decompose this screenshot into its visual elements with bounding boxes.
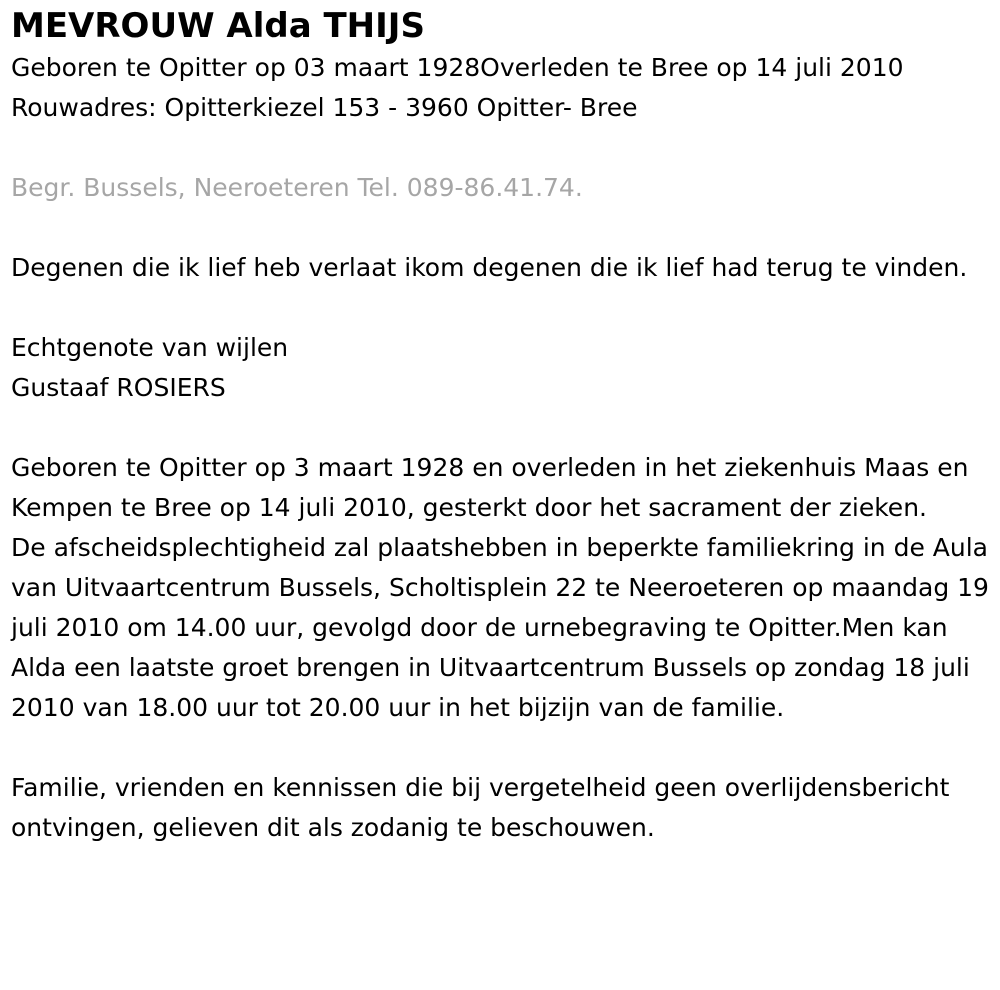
spacer — [11, 128, 990, 168]
obituary-title: MEVROUW Alda THIJS — [11, 6, 425, 46]
spacer — [11, 208, 990, 248]
birth-info: Geboren te Opitter op 03 maart 1928 — [11, 53, 481, 82]
ceremony-details: De afscheidsplechtigheid zal plaatshebben in beperkte familiekring in de Aula van Uitvaartcentrum Bussels, Scholtisplein 22 te Neeroeteren op maandag 19 juli 2010 om 14.00 uur, gevolgd door de urnebegraving te Opitter.Men kan Alda een laatste groet brengen in Uitvaartcentrum Bussels op zondag 18 juli 2010 van 18.00 uur tot 20.00 uur in het bijzijn van de familie. — [11, 533, 989, 722]
spacer — [11, 288, 990, 328]
undertaker-info: Begr. Bussels, Neeroeteren Tel. 089-86.41.74. — [11, 173, 583, 202]
spouse-line-1: Echtgenote van wijlen — [11, 333, 289, 362]
spacer — [11, 408, 990, 448]
birth-death-line — [11, 48, 990, 88]
spouse-line-2: Gustaaf ROSIERS — [11, 373, 226, 402]
death-info: Overleden te Bree op 14 juli 2010 — [480, 53, 904, 82]
mourning-address: Rouwadres: Opitterkiezel 153 - 3960 Opitter- Bree — [11, 93, 638, 122]
death-details: Geboren te Opitter op 3 maart 1928 en overleden in het ziekenhuis Maas en Kempen te Bree op 14 juli 2010, gesterkt door het sacrament der zieken. — [11, 453, 969, 522]
spacer — [11, 728, 990, 768]
memorial-quote: Degenen die ik lief heb verlaat ikom degenen die ik lief had terug te vinden. — [11, 253, 968, 282]
closing-notice: Familie, vrienden en kennissen die bij vergetelheid geen overlijdensbericht ontvingen, gelieven dit als zodanig te beschouwen. — [11, 773, 950, 842]
